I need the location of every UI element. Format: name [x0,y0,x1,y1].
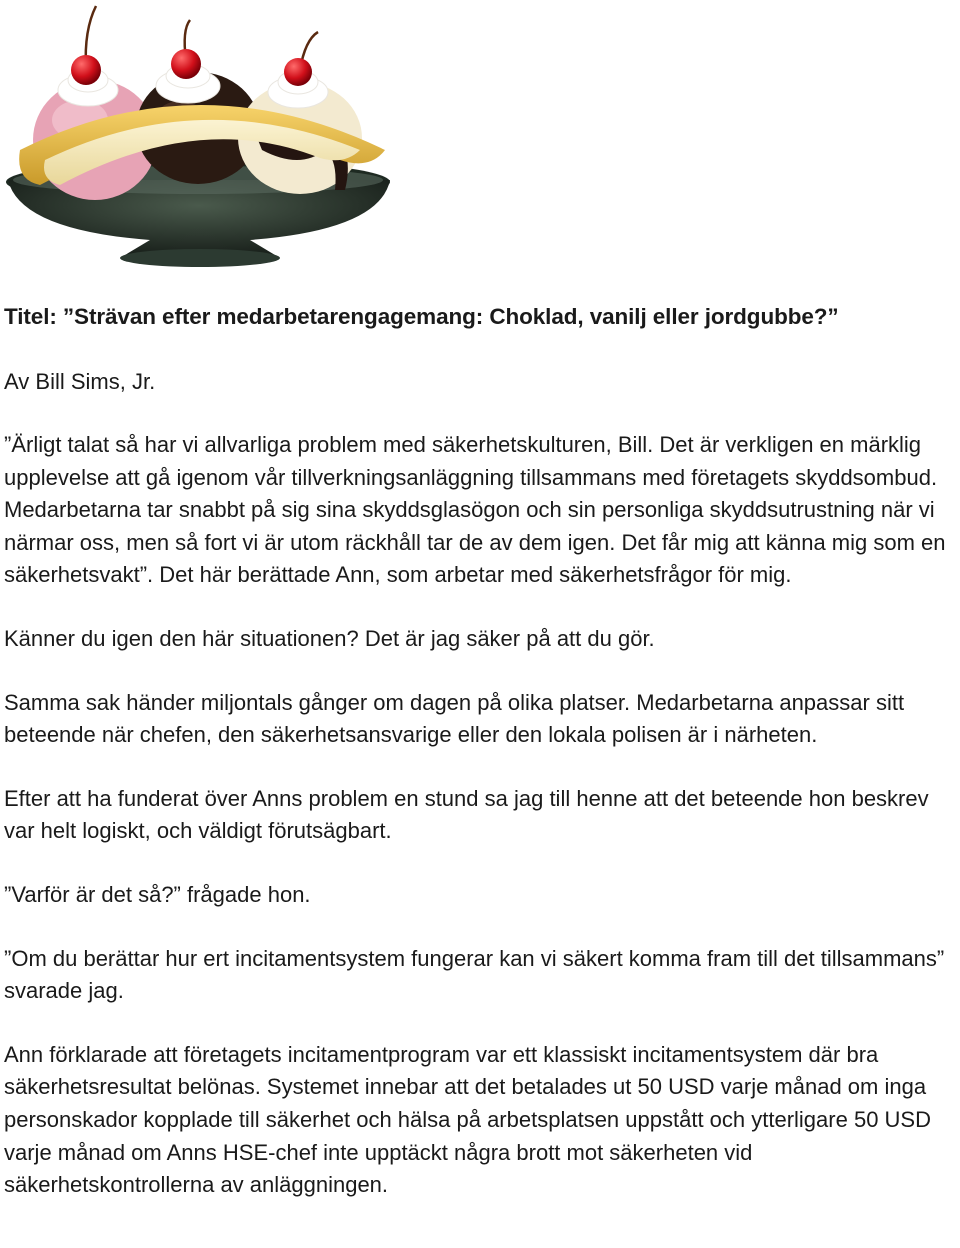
article-byline: Av Bill Sims, Jr. [4,369,156,394]
paragraph: Ann förklarade att företagets incitamentprogram var ett klassiskt incitamentsystem där bra säkerhetsresultat belönas. Systemet innebar att det betalades ut 50 USD varje månad om inga personskador kopplade till säkerhet och hälsa på arbetsplatsen uppstått och ytterligare 50 USD varje månad om Anns HSE-chef inte upptäckt några brott mot säkerheten vid säkerhetskontrollerna av anläggningen. [4,1041,931,1198]
paragraph: Efter att ha funderat över Anns problem en stund sa jag till henne att det beteende hon beskrev var helt logiskt, och väldigt förutsägbart. [4,785,929,844]
banana-split-image [0,0,400,270]
paragraph: Känner du igen den här situationen? Det är jag säker på att du gör. [4,625,655,651]
paragraph: ”Varför är det så?” frågade hon. [4,881,311,907]
cherries [71,6,318,86]
article-title: Titel: ”Strävan efter medarbetarengagemang: Choklad, vanilj eller jordgubbe?” [4,304,839,329]
article [4,300,959,1224]
paragraph: ”Om du berättar hur ert incitamentsystem fungerar kan vi säkert komma fram till det tillsammans” svarade jag. [4,945,945,1004]
paragraph: ”Ärligt talat så har vi allvarliga problem med säkerhetskulturen, Bill. Det är verkligen en märklig upplevelse att gå igenom vår tillverkningsanläggning tillsammans med företagets skyddsombud. Medarbetarna tar snabbt på sig sina skyddsglasögon och sin personliga skyddsutrustning när vi närmar oss, men så fort vi är utom räckhåll tar de av dem igen. Det får mig att känna mig som en säkerhetsvakt”. Det här berättade Ann, som arbetar med säkerhetsfrågor för mig. [4,432,946,588]
paragraph: Samma sak händer miljontals gånger om dagen på olika platser. Medarbetarna anpassar sitt beteende när chefen, den säkerhetsansvarige eller den lokala polisen är i närheten. [4,689,905,748]
